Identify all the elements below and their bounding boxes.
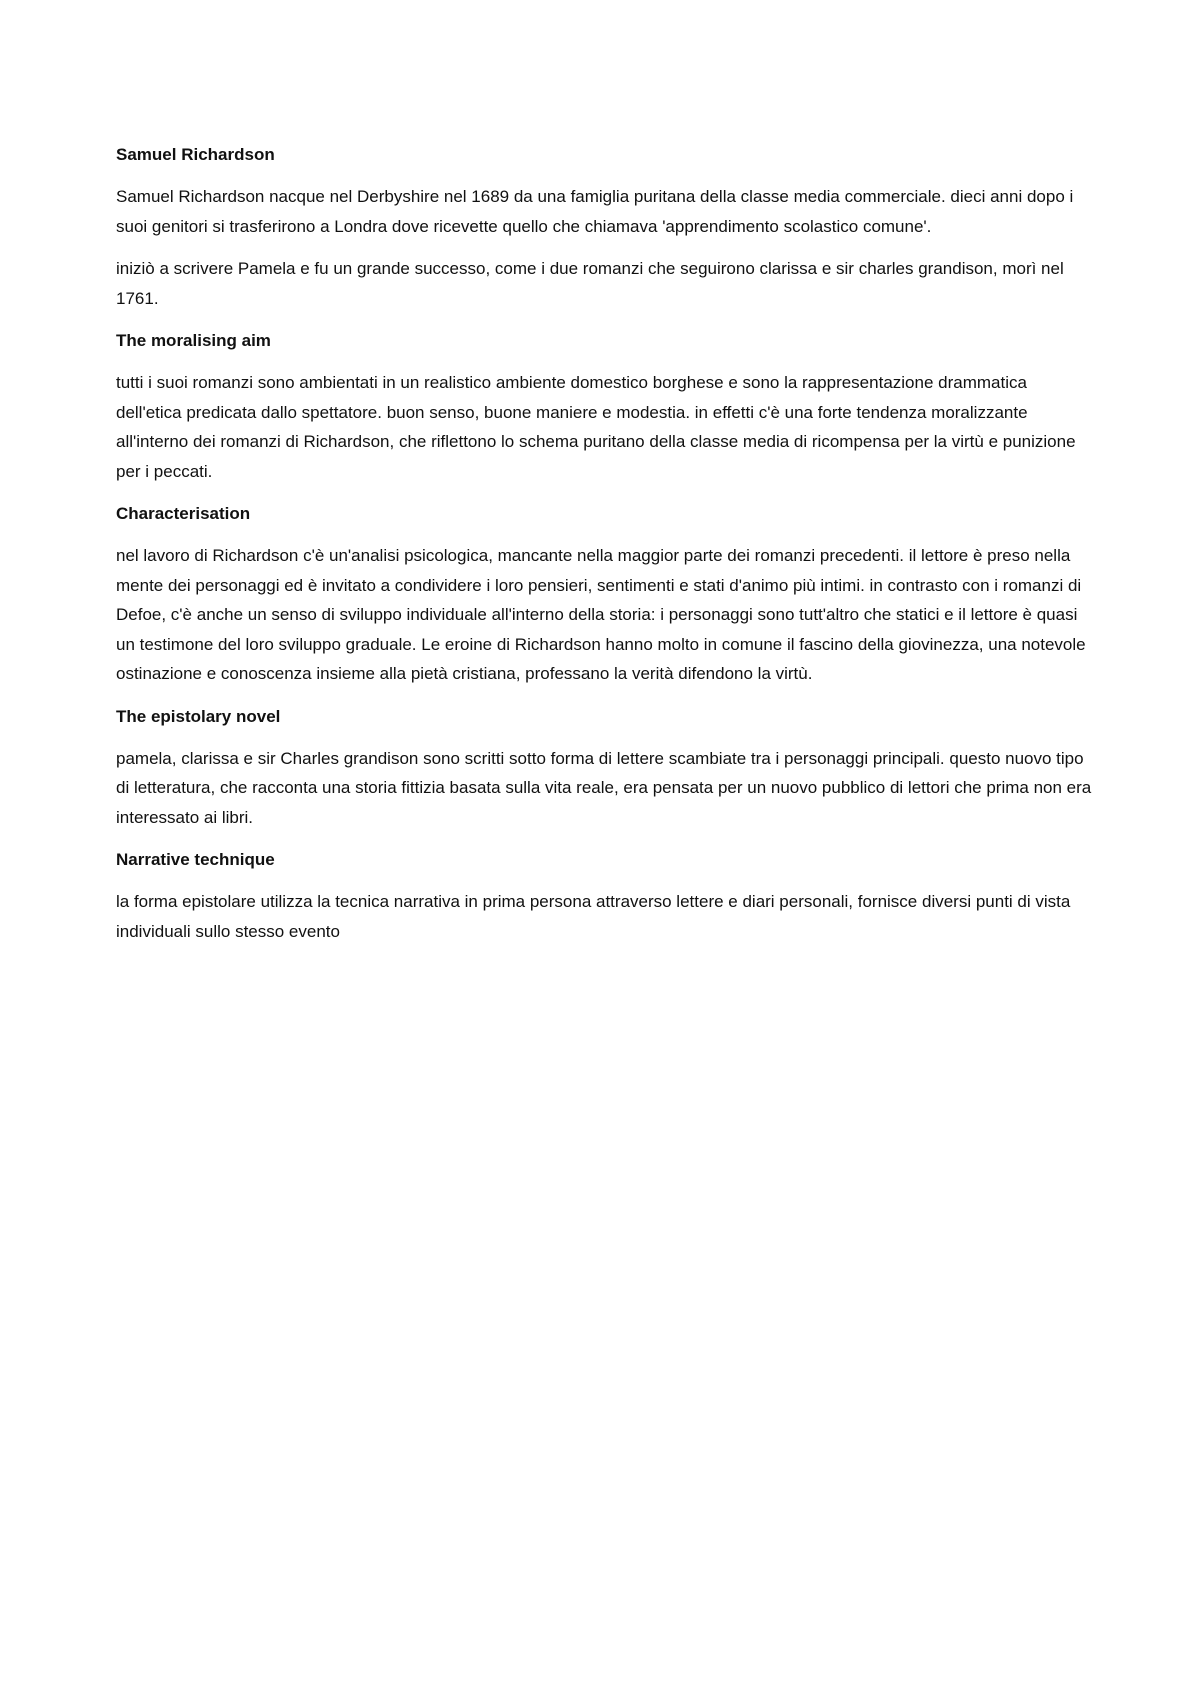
section-heading-moralising-aim: The moralising aim — [116, 331, 271, 350]
section-heading-narrative-technique: Narrative technique — [116, 850, 275, 869]
paragraph-biography-birth: Samuel Richardson nacque nel Derbyshire nel 1689 da una famiglia puritana della classe media commerciale. dieci anni dopo i suoi genitori si trasferirono a Londra dove ricevette quello che chiamava 'apprendimento scolastico comune'. — [116, 187, 1074, 236]
paragraph-narrative-technique: la forma epistolare utilizza la tecnica narrativa in prima persona attraverso lettere e diari personali, fornisce diversi punti di vista individuali sullo stesso evento — [116, 892, 1071, 941]
document-body — [116, 140, 1096, 959]
paragraph-epistolary-novel: pamela, clarissa e sir Charles grandison sono scritti sotto forma di lettere scambiate tra i personaggi principali. questo nuovo tipo di letteratura, che racconta una storia fittizia basata sulla vita reale, era pensata per un nuovo pubblico di lettori che prima non era interessato ai libri. — [116, 748, 1092, 827]
section-heading-characterisation: Characterisation — [116, 504, 251, 523]
paragraph-moralising-aim: tutti i suoi romanzi sono ambientati in un realistico ambiente domestico borghese e sono la rappresentazione drammatica dell'etica predicata dallo spettatore. buon senso, buone maniere e modestia. in effetti c'è una forte tendenza moralizzante all'interno dei romanzi di Richardson, che riflettono lo schema puritano della classe media di ricompensa per la virtù e punizione per i peccati. — [116, 373, 1076, 481]
section-heading-epistolary-novel: The epistolary novel — [116, 706, 281, 726]
paragraph-characterisation: nel lavoro di Richardson c'è un'analisi psicologica, mancante nella maggior parte dei romanzi precedenti. il lettore è preso nella mente dei personaggi ed è invitato a condividere i loro pensieri, sentimenti e stati d'animo più intimi. in contrasto con i romanzi di Defoe, c'è anche un senso di sviluppo individuale all'interno della storia: i personaggi sono tutt'altro che statici e il lettore è quasi un testimone del loro sviluppo graduale. Le eroine di Richardson hanno molto in comune il fascino della giovinezza, una notevole ostinazione e conoscenza insieme alla pietà cristiana, professano la verità difendono la virtù. — [116, 546, 1086, 683]
paragraph-biography-works: iniziò a scrivere Pamela e fu un grande successo, come i due romanzi che seguirono clarissa e sir charles grandison, morì nel 1761. — [116, 259, 1064, 308]
section-heading-samuel-richardson: Samuel Richardson — [116, 145, 275, 164]
